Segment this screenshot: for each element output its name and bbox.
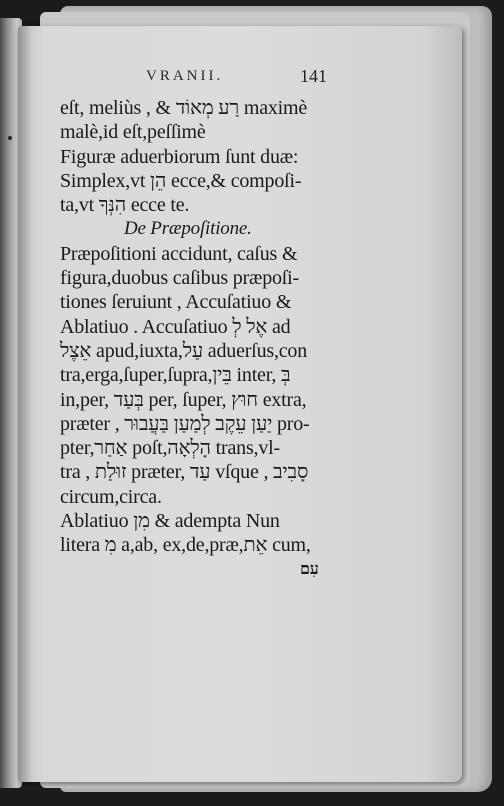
text-line: Simplex,vt הֵן ecce,& compoſi- <box>60 169 302 192</box>
body-text <box>60 96 412 582</box>
text-line: pter,אַחַר poſt,הָלְאָה trans,vl- <box>60 437 280 460</box>
text-line: malè,id eſt,peſſimè <box>60 121 206 144</box>
gutter-shadow <box>18 26 32 782</box>
section-heading: De Præpoſitione. <box>124 218 252 240</box>
text-line: eſt, meliùs , & רַע מְאוֹד maximè <box>60 97 308 119</box>
text-line: tra , זוּלַת præter, עַד vſque , סָבִיב <box>60 461 309 484</box>
text-line: Præpoſitioni accidunt, caſus & <box>60 242 298 265</box>
text-line: in,per, בְּעַד per, ſuper, חוּץ extra, <box>60 388 307 411</box>
text-line: Ablatiuo . Accuſatiuo אֶל לְ ad <box>60 315 291 338</box>
text-line: circum,circa. <box>60 485 162 508</box>
text-line: אֵצֶל apud,iuxta,עַל aduerſus,con <box>60 339 308 362</box>
text-line: tra,erga,ſuper,ſupra,בֵּין inter, בְּ <box>60 364 291 387</box>
text-line: tiones ſeruiunt , Accuſatiuo & <box>60 291 292 314</box>
text-line: ta,vt הִנְּךָ ecce te. <box>60 194 190 217</box>
running-head <box>18 68 462 88</box>
text-line: præter , יַעַן עֵקֶב לְמַעַן בַּעֲבוּר pro- <box>60 412 310 435</box>
book-page <box>18 26 462 782</box>
text-line: Ablatiuo מִן & adempta Nun <box>60 510 280 533</box>
catchword: עִם <box>300 560 319 578</box>
text-line: Figuræ aduerbiorum ſunt duæ: <box>60 145 299 168</box>
ink-mark <box>8 136 12 140</box>
page-number: 141 <box>300 66 327 86</box>
text-line: figura,duobus caſibus præpoſi- <box>60 267 299 290</box>
text-line: litera מִ a,ab, ex,de,præ,אֵת cum, <box>60 534 311 557</box>
running-head-title: VRANII. <box>146 68 224 84</box>
